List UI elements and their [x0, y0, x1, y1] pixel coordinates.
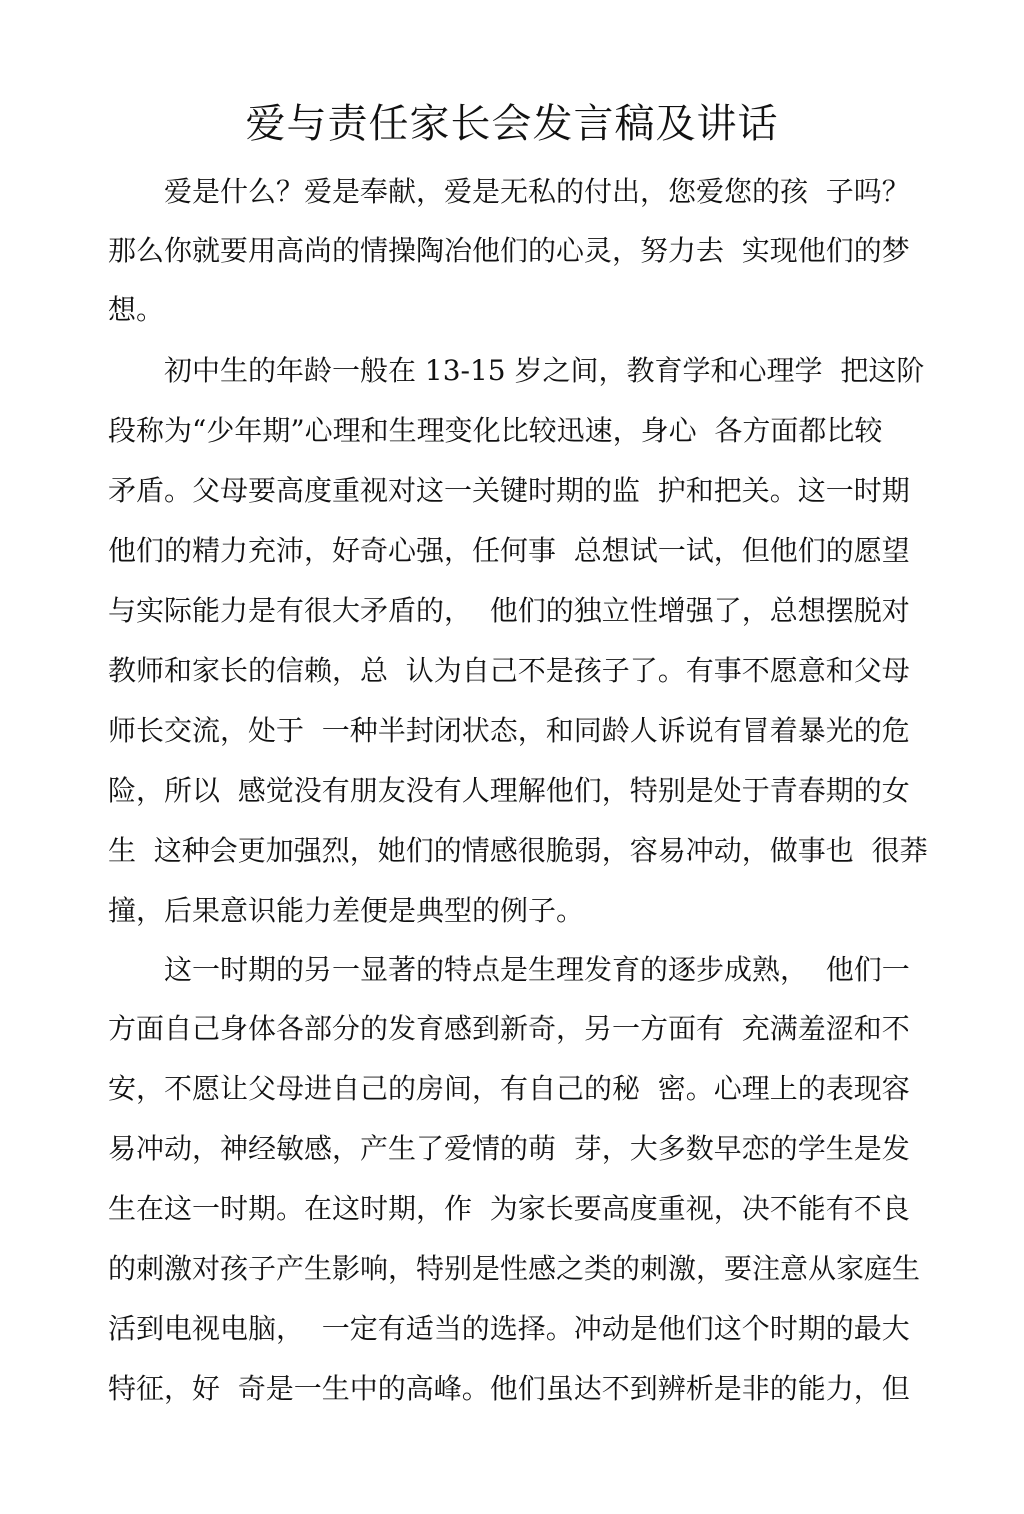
paragraph-2-line-9: 生 这种会更加强烈，她们的情感很脆弱，容易冲动，做事也 很莽 [108, 834, 928, 867]
paragraph-2-line-3: 矛盾。父母要高度重视对这一关键时期的监 护和把关。这一时期 [108, 474, 910, 507]
paragraph-3-line-4: 易冲动，神经敏感，产生了爱情的萌 芽，大多数早恋的学生是发 [108, 1132, 910, 1165]
paragraph-2-line-5: 与实际能力是有很大矛盾的， 他们的独立性增强了，总想摆脱对 [108, 594, 910, 627]
paragraph-3-line-7: 活到电视电脑， 一定有适当的选择。冲动是他们这个时期的最大 [108, 1312, 910, 1345]
paragraph-2-line-2: 段称为“少年期”心理和生理变化比较迅速，身心 各方面都比较 [108, 414, 883, 447]
paragraph-2-line-4: 他们的精力充沛，好奇心强，任何事 总想试一试，但他们的愿望 [108, 534, 910, 567]
paragraph-1-line-1: 爱是什么？爱是奉献，爱是无私的付出，您爱您的孩 子吗？ [108, 175, 910, 208]
paragraph-1-line-3: 想。 [108, 293, 165, 326]
paragraph-2-line-10: 撞，后果意识能力差便是典型的例子。 [108, 894, 585, 927]
paragraph-2-line-1: 初中生的年龄一般在 13-15 岁之间，教育学和心理学 把这阶 [108, 354, 925, 387]
paragraph-2-line-6: 教师和家长的信赖，总 认为自己不是孩子了。有事不愿意和父母 [108, 654, 910, 687]
document-title: 爱与责任家长会发言稿及讲话 [245, 101, 779, 147]
paragraph-3-line-8: 特征，好 奇是一生中的高峰。他们虽达不到辨析是非的能力，但 [108, 1372, 910, 1405]
paragraph-1-line-2: 那么你就要用高尚的情操陶冶他们的心灵，努力去 实现他们的梦 [108, 234, 910, 267]
paragraph-3-line-3: 安，不愿让父母进自己的房间，有自己的秘 密。心理上的表现容 [108, 1072, 910, 1105]
paragraph-3-line-1: 这一时期的另一显著的特点是生理发育的逐步成熟， 他们一 [108, 953, 910, 986]
paragraph-3-line-6: 的刺激对孩子产生影响，特别是性感之类的刺激，要注意从家庭生 [108, 1252, 921, 1285]
paragraph-2-line-8: 险，所以 感觉没有朋友没有人理解他们，特别是处于青春期的女 [108, 774, 910, 807]
paragraph-2-line-7: 师长交流，处于 一种半封闭状态，和同龄人诉说有冒着暴光的危 [108, 714, 910, 747]
paragraph-3-line-2: 方面自己身体各部分的发育感到新奇，另一方面有 充满羞涩和不 [108, 1012, 910, 1045]
paragraph-3-line-5: 生在这一时期。在这时期，作 为家长要高度重视，决不能有不良 [108, 1192, 910, 1225]
